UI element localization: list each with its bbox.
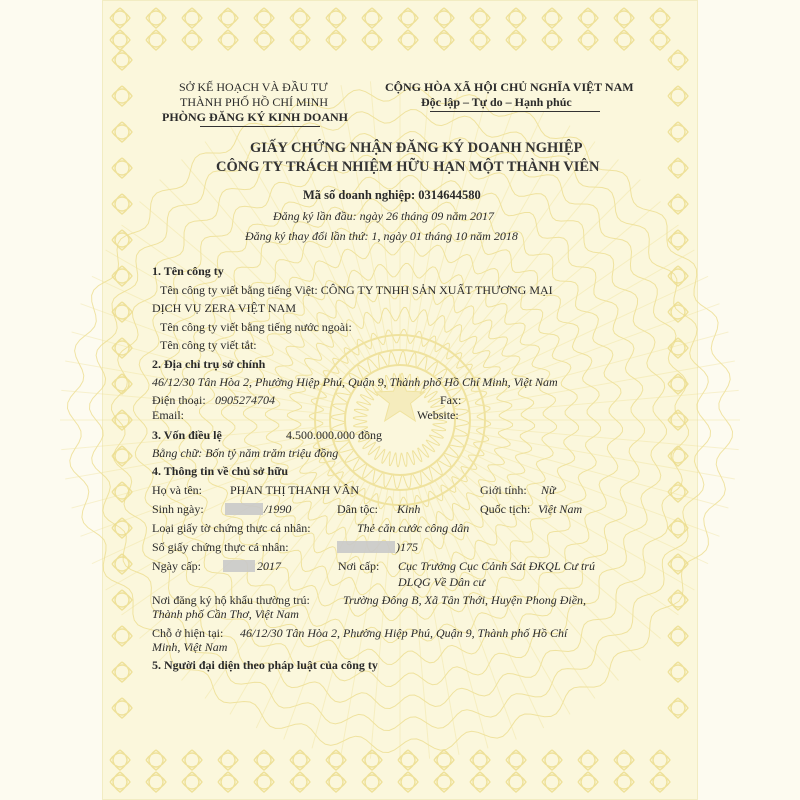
company-name-short: Tên công ty viết tắt: — [160, 338, 257, 352]
header-agency-line3: PHÒNG ĐĂNG KÝ KINH DOANH — [162, 110, 348, 124]
header-left-underline — [200, 126, 320, 127]
current-residence-label: Chỗ ở hiện tại: — [152, 626, 224, 640]
company-name-vn-line1: Tên công ty viết bằng tiếng Việt: CÔNG TY TNHH SẢN XUẤT THƯƠNG MẠI — [160, 283, 553, 297]
owner-name-value: PHAN THỊ THANH VÂN — [230, 483, 360, 497]
website-label: Website: — [417, 408, 459, 422]
permanent-residence-line1: Trường Đông B, Xã Tân Thới, Huyện Phong Điền, — [343, 593, 587, 607]
section3-heading: 3. Vốn điều lệ — [152, 428, 222, 442]
company-type-title: CÔNG TY TRÁCH NHIỆM HỮU HẠN MỘT THÀNH VIÊN — [216, 159, 600, 175]
phone-label: Điện thoại: — [152, 393, 206, 407]
redacted-id-blur — [337, 541, 395, 553]
company-name-foreign: Tên công ty viết bằng tiếng nước ngoài: — [160, 320, 352, 334]
section1-heading: 1. Tên công ty — [152, 264, 224, 278]
issue-date-value: 2017 — [257, 559, 281, 573]
issue-date-label: Ngày cấp: — [152, 559, 201, 573]
ethnicity-label: Dân tộc: — [337, 502, 378, 516]
certificate-title: GIẤY CHỨNG NHẬN ĐĂNG KÝ DOANH NGHIỆP — [250, 140, 583, 156]
section5-heading: 5. Người đại diện theo pháp luật của công ty — [152, 658, 378, 672]
header-agency-line2: THÀNH PHỐ HỒ CHÍ MINH — [180, 95, 328, 109]
permanent-residence-line2: Thành phố Cần Thơ, Việt Nam — [152, 607, 299, 621]
change-registration-date: Đăng ký thay đổi lần thứ: 1, ngày 01 tháng 10 năm 2018 — [245, 229, 518, 243]
dob-value: /1990 — [264, 502, 292, 516]
redacted-issue-date-blur — [223, 560, 255, 572]
fax-label: Fax: — [440, 393, 462, 407]
section4-heading: 4. Thông tin về chủ sở hữu — [152, 464, 289, 478]
header-right-underline — [430, 111, 600, 112]
gender-label: Giới tính: — [480, 483, 527, 497]
redacted-dob-blur — [225, 503, 263, 515]
dob-label: Sinh ngày: — [152, 502, 204, 516]
issue-place-label: Nơi cấp: — [338, 559, 380, 573]
email-label: Email: — [152, 408, 184, 422]
id-type-label: Loại giấy tờ chứng thực cá nhân: — [152, 521, 311, 535]
section2-heading: 2. Địa chỉ trụ sở chính — [152, 357, 266, 371]
id-type-value: Thẻ căn cước công dân — [357, 521, 470, 535]
charter-capital-in-words: Bằng chữ: Bốn tỷ năm trăm triệu đồng — [152, 446, 339, 460]
header-motto: Độc lập – Tự do – Hạnh phúc — [421, 95, 572, 109]
charter-capital-amount: 4.500.000.000 đồng — [286, 428, 382, 442]
nationality-label: Quốc tịch: — [480, 502, 531, 516]
issue-place-line1: Cục Trưởng Cục Cảnh Sát ĐKQL Cư trú — [398, 559, 595, 573]
head-office-address: 46/12/30 Tân Hòa 2, Phường Hiệp Phú, Quận 9, Thành phố Hồ Chí Minh, Việt Nam — [152, 375, 558, 389]
current-residence-line2: Minh, Việt Nam — [152, 640, 228, 654]
permanent-residence-label: Nơi đăng ký hộ khẩu thường trú: — [152, 593, 310, 607]
phone-value: 0905274704 — [215, 393, 275, 407]
owner-name-label: Họ và tên: — [152, 483, 202, 497]
enterprise-code: Mã số doanh nghiệp: 0314644580 — [303, 188, 481, 202]
nationality-value: Việt Nam — [538, 502, 583, 516]
ethnicity-value: Kinh — [397, 502, 421, 516]
id-number-value: )175 — [396, 540, 418, 554]
company-name-vn-line2: DỊCH VỤ ZERA VIỆT NAM — [152, 301, 297, 315]
gender-value: Nữ — [541, 483, 556, 497]
current-residence-line1: 46/12/30 Tân Hòa 2, Phường Hiệp Phú, Quận 9, Thành phố Hồ Chí — [240, 626, 568, 640]
header-nation-line1: CỘNG HÒA XÃ HỘI CHỦ NGHĨA VIỆT NAM — [385, 80, 634, 94]
header-agency-line1: SỞ KẾ HOẠCH VÀ ĐẦU TƯ — [179, 80, 328, 94]
first-registration-date: Đăng ký lần đầu: ngày 26 tháng 09 năm 2017 — [273, 209, 494, 223]
issue-place-line2: DLQG Về Dân cư — [398, 575, 485, 589]
id-number-label: Số giấy chứng thực cá nhân: — [152, 540, 289, 554]
